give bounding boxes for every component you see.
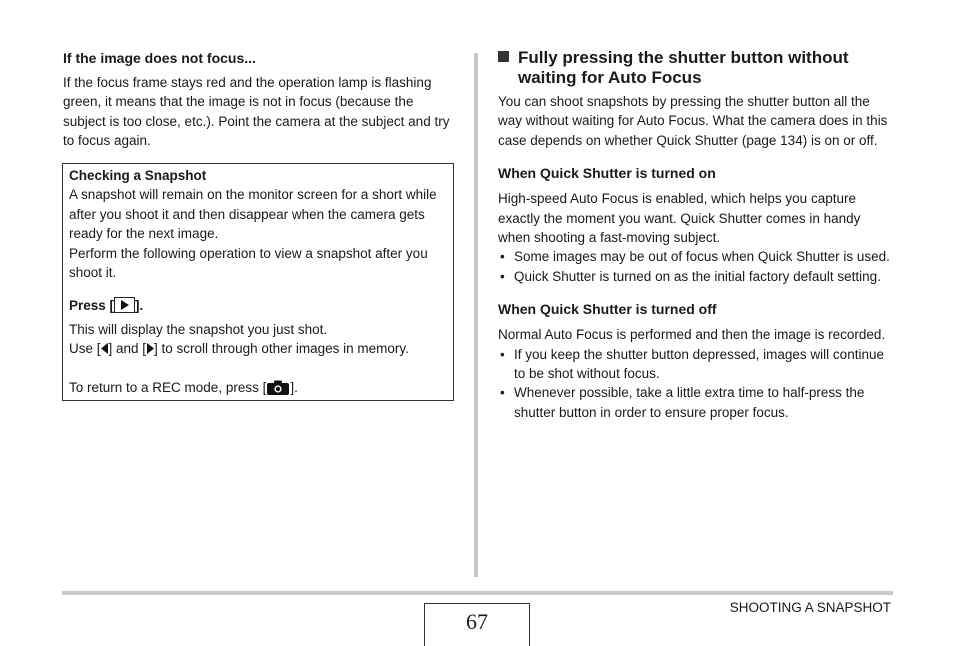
column-divider bbox=[474, 53, 478, 577]
scroll-suffix: ] to scroll through other images in memory. bbox=[154, 341, 409, 357]
square-bullet-icon bbox=[498, 51, 509, 62]
display-text: This will display the snapshot you just shot. bbox=[69, 321, 328, 337]
box-para1: A snapshot will remain on the monitor screen for a short while after you shoot it and then disappear when the camera gets ready for the next image. bbox=[69, 187, 437, 242]
section-title-line2: waiting for Auto Focus bbox=[518, 68, 702, 87]
camera-icon bbox=[266, 381, 290, 395]
on-bullet-list bbox=[498, 247, 893, 286]
box-para2: Perform the following operation to view a snapshot after you shoot it. bbox=[69, 245, 428, 281]
list-item: • If you keep the shutter button depressed, images will continue to be shot without focus. bbox=[498, 345, 893, 384]
list-item: • Quick Shutter is turned on as the initial factory default setting. bbox=[498, 267, 893, 286]
rec-instruction bbox=[69, 378, 447, 397]
section-title bbox=[498, 48, 893, 88]
focus-text: If the focus frame stays red and the operation lamp is flashing green, it means that the image is not in focus (because the subject is too close, etc.). Point the camera at the subject and try to focus again. bbox=[63, 75, 450, 149]
scroll-and: ] and [ bbox=[108, 341, 147, 357]
rec-suffix: ]. bbox=[290, 379, 298, 395]
focus-heading: If the image does not focus... bbox=[63, 50, 256, 66]
play-icon bbox=[114, 297, 135, 313]
press-instruction bbox=[69, 296, 447, 315]
on-heading: When Quick Shutter is turned on bbox=[498, 165, 716, 182]
off-text: Normal Auto Focus is performed and then the image is recorded. bbox=[498, 327, 886, 343]
press-prefix: Press [ bbox=[69, 298, 115, 314]
footer-rule bbox=[62, 591, 893, 595]
page-number: 67 bbox=[424, 603, 530, 646]
list-item: • Whenever possible, take a little extra time to half-press the shutter button in order to ensure proper focus. bbox=[498, 383, 893, 422]
left-arrow-icon bbox=[101, 341, 109, 356]
scroll-instruction bbox=[69, 339, 447, 358]
on-text: High-speed Auto Focus is enabled, which helps you capture exactly the moment you want. Quick Shutter comes in handy when shooting a fast-moving subject. bbox=[498, 191, 861, 246]
section-title-line1: Fully pressing the shutter button without bbox=[518, 48, 849, 67]
scroll-prefix: Use [ bbox=[69, 341, 101, 357]
box-title: Checking a Snapshot bbox=[69, 168, 207, 183]
list-item: • Some images may be out of focus when Quick Shutter is used. bbox=[498, 247, 893, 266]
right-column bbox=[498, 92, 893, 422]
checking-snapshot-box bbox=[62, 163, 454, 401]
footer-section-label: SHOOTING A SNAPSHOT bbox=[729, 600, 891, 615]
right-arrow-icon bbox=[146, 341, 154, 356]
press-suffix: ]. bbox=[135, 298, 144, 314]
off-heading: When Quick Shutter is turned off bbox=[498, 301, 717, 318]
intro-text: You can shoot snapshots by pressing the shutter button all the way without waiting for Auto Focus. What the camera does in this case depends on whether Quick Shutter (page 134) is on or off. bbox=[498, 94, 888, 148]
rec-prefix: To return to a REC mode, press [ bbox=[69, 379, 267, 395]
off-bullet-list bbox=[498, 345, 893, 423]
